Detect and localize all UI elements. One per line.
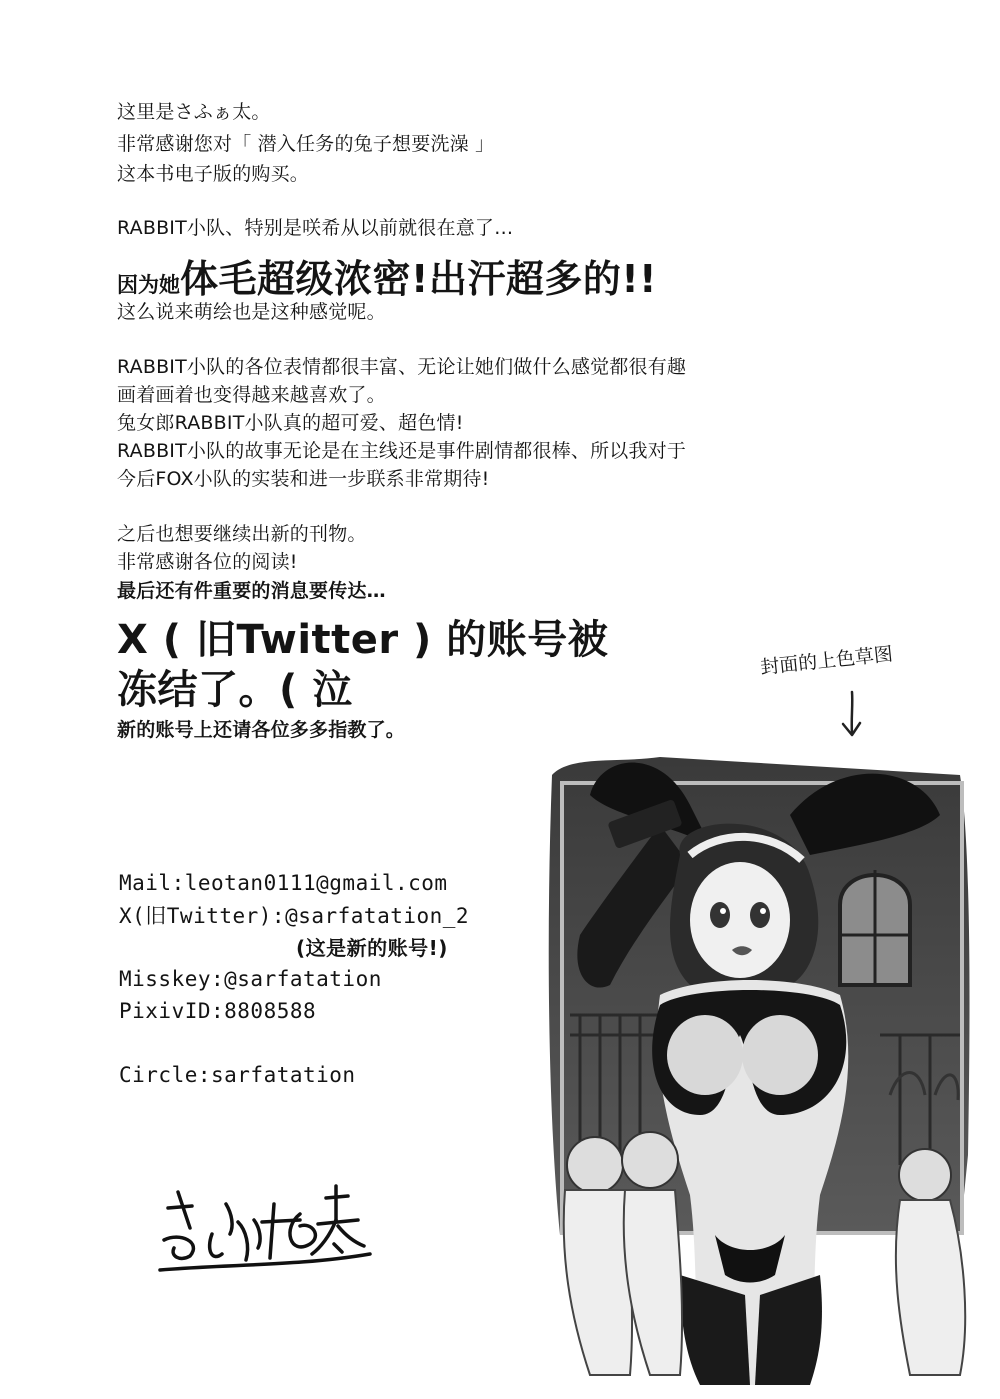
text-line: 这里是さふぁ太。 — [117, 101, 271, 123]
sketch-note: 封面的上色草图 — [759, 643, 894, 679]
signature-image — [150, 1170, 380, 1280]
announcement-heading: X ( 旧Twitter ) 的账号被 — [117, 617, 609, 663]
contact-mail: Mail:leotan0111@gmail.com — [119, 871, 448, 895]
text-line: 兔女郎RABBIT小队真的超可爱、超色情! — [117, 412, 464, 434]
contact-x-note: (这是新的账号!) — [296, 936, 448, 960]
contact-x: X(旧Twitter):@sarfatation_2 — [119, 904, 470, 928]
text-line: 今后FOX小队的实装和进一步联系非常期待! — [117, 468, 490, 490]
emphasis-line — [117, 248, 657, 303]
cover-sketch-image — [540, 735, 985, 1385]
contact-circle: Circle:sarfatation — [119, 1063, 356, 1087]
announcement-heading: 冻结了。( 泣 — [117, 667, 353, 713]
contact-pixiv: PixivID:8808588 — [119, 999, 317, 1023]
text-line: 这么说来萌绘也是这种感觉呢。 — [117, 301, 386, 323]
text-line: RABBIT小队、特别是咲希从以前就很在意了… — [117, 217, 514, 239]
text-line: RABBIT小队的各位表情都很丰富、无论让她们做什么感觉都很有趣 — [117, 356, 687, 378]
text-line: 这本书电子版的购买。 — [117, 163, 310, 185]
arrow-down-icon — [838, 690, 868, 740]
text-line: RABBIT小队的故事无论是在主线还是事件剧情都很棒、所以我对于 — [117, 440, 687, 462]
text-line: 之后也想要继续出新的刊物。 — [117, 523, 367, 545]
text-line-bold: 最后还有件重要的消息要传达… — [117, 580, 386, 602]
contact-misskey: Misskey:@sarfatation — [119, 967, 382, 991]
text-line: 非常感谢您对「 潜入任务的兔子想要洗澡 」 — [117, 133, 495, 155]
text-line: 画着画着也变得越来越喜欢了。 — [117, 384, 386, 406]
announcement-sub: 新的账号上还请各位多多指教了。 — [117, 719, 406, 741]
emphasis-prefix: 因为她 — [117, 273, 180, 297]
emphasis-text: 体毛超级浓密!出汗超多的!! — [180, 257, 657, 301]
text-line: 非常感谢各位的阅读! — [117, 551, 298, 573]
